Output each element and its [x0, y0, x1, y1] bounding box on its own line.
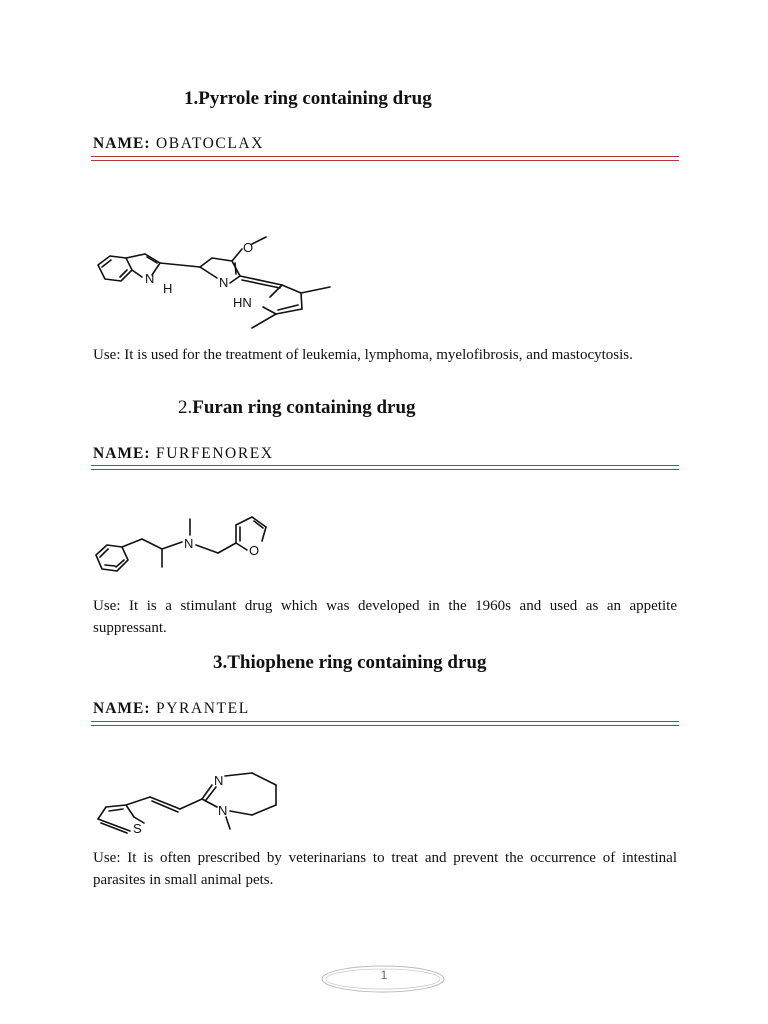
obatoclax-structure [90, 225, 340, 335]
atom-label: O [249, 543, 260, 558]
name-label: NAME: [93, 700, 151, 717]
drug-name: FURFENOREX [156, 445, 274, 462]
divider-rule [91, 721, 679, 722]
section-1-name-line [93, 135, 264, 153]
furfenorex-structure [90, 505, 290, 590]
section-1-use: Use: It is used for the treatment of leukemia, lymphoma, myelofibrosis, and mastocytosis. [93, 347, 633, 363]
atom-label: N [145, 271, 155, 286]
name-label: NAME: [93, 135, 151, 152]
atom-label: N [184, 536, 194, 551]
divider-rule [91, 465, 679, 466]
section-2-heading [178, 397, 416, 419]
section-3-use: Use: It is often prescribed by veterinarians to treat and prevent the occurrence of intestinal parasites in small animal pets. [93, 850, 677, 888]
atom-label: H [163, 281, 173, 296]
section-1-heading: 1.Pyrrole ring containing drug [184, 88, 432, 109]
benzene-ring [96, 545, 128, 571]
heading-text: Furan ring containing drug [192, 397, 416, 418]
divider-rule-thin [91, 160, 679, 161]
atom-label: N [218, 803, 228, 818]
heading-number: 2. [178, 397, 193, 418]
drug-name: OBATOCLAX [156, 135, 264, 152]
divider-rule-thin [91, 469, 679, 470]
atom-label: S [133, 821, 142, 836]
divider-rule-thin [91, 725, 679, 726]
atom-label: N [214, 773, 224, 788]
section-3-heading: 3.Thiophene ring containing drug [213, 652, 487, 673]
name-label: NAME: [93, 445, 151, 462]
page-number: 1 [380, 968, 388, 982]
atom-label: O [243, 240, 254, 255]
atom-label: N [219, 275, 229, 290]
section-2-use: Use: It is a stimulant drug which was developed in the 1960s and used as an appetite suppressant. [93, 598, 677, 636]
drug-name: PYRANTEL [156, 700, 250, 717]
section-3-name-line [93, 700, 250, 718]
pyrantel-structure [90, 765, 300, 840]
divider-rule [91, 156, 679, 157]
section-2-name-line [93, 445, 274, 463]
benzene-ring [98, 256, 132, 281]
atom-label: HN [233, 295, 252, 310]
